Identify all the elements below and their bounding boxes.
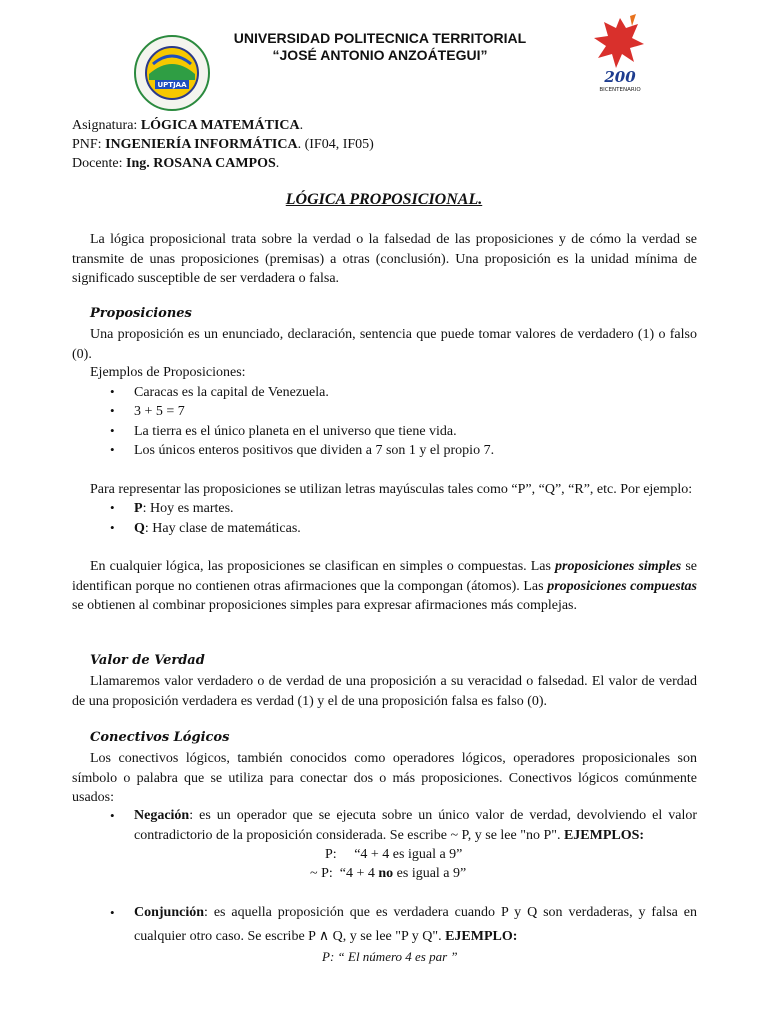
simple-term: proposiciones simples	[555, 559, 682, 574]
logo-left-text: UPTJAA	[157, 81, 187, 89]
letter-item-p: P: Hoy es martes.	[134, 501, 234, 516]
section-heading-proposiciones: Proposiciones	[90, 306, 192, 321]
bullet-icon: •	[110, 384, 115, 399]
teacher-label: Docente:	[72, 156, 123, 171]
bullet-icon: •	[110, 423, 115, 438]
subject-value: LÓGICA MATEMÁTICA	[140, 118, 300, 133]
conjuncion-line-2: cualquier otro caso. Se escribe P ∧ Q, y se lee "P y Q". EJEMPLO:	[134, 929, 518, 944]
bullet-icon: •	[110, 403, 115, 418]
proposition-definition: Una proposición es un enunciado, declaración, sentencia que puede tomar valores de verdadero (1) o falso (0).	[72, 327, 697, 362]
negacion-example-2: ~ P: “4 + 4 no es igual a 9”	[310, 866, 467, 881]
university-name: UNIVERSIDAD POLITECNICA TERRITORIAL	[233, 30, 527, 46]
section-heading-conectivos: Conectivos Lógicos	[90, 730, 230, 745]
university-honoree: “JOSÉ ANTONIO ANZOÁTEGUI”	[272, 47, 488, 63]
conjuncion-term: Conjunción	[134, 905, 205, 920]
teacher-value: Ing. ROSANA CAMPOS	[126, 156, 276, 171]
negacion-term: Negación	[134, 808, 190, 823]
negacion-example-1: P: “4 + 4 es igual a 9”	[325, 847, 463, 862]
letter-p: P	[134, 501, 143, 516]
conectivos-paragraph: Los conectivos lógicos, también conocidos como operadores lógicos, operadores proposicionales son símbolo o palabra que se utiliza para conectar dos o más proposiciones. Conectivos lógicos comúnmente usados:	[72, 751, 697, 805]
compound-term: proposiciones compuestas	[547, 578, 697, 594]
teacher-line: Docente: Ing. ROSANA CAMPOS.	[72, 156, 280, 171]
subject-line: Asignatura: LÓGICA MATEMÁTICA.	[72, 118, 304, 133]
section-heading-valor: Valor de Verdad	[90, 653, 205, 668]
pnf-value: INGENIERÍA INFORMÁTICA	[105, 137, 298, 152]
subject-label: Asignatura:	[72, 118, 138, 133]
bicentenario-logo	[586, 14, 654, 94]
conjuncion-line-1: Conjunción: es aquella proposición que es verdadera cuando P y Q son verdaderas, y falsa en	[134, 905, 697, 920]
bullet-icon: •	[110, 520, 115, 535]
list-item: 3 + 5 = 7	[134, 404, 185, 419]
bullet-icon: •	[110, 905, 115, 920]
bullet-icon: •	[110, 808, 115, 823]
classification-paragraph: En cualquier lógica, las proposiciones se clasifican en simples o compuestas. Las proposiciones simples se identifican porque no contienen otras afirmaciones que la compongan (átomos). Las proposiciones compuestas se obtienen al combinar proposiciones simples para expresar afirmaciones más complejas.	[72, 559, 698, 613]
valor-paragraph: Llamaremos valor verdadero o de verdad de una proposición a su veracidad o falsedad. El valor de verdad de una proposición verdadera es verdad (1) y el de una proposición falsa es falso (0).	[72, 674, 697, 709]
pnf-codes: . (IF04, IF05)	[297, 137, 374, 152]
pnf-label: PNF:	[72, 137, 102, 152]
bullet-icon: •	[110, 442, 115, 457]
conjuncion-example-label: EJEMPLO:	[445, 929, 518, 944]
negacion-examples-label: EJEMPLOS:	[563, 827, 645, 843]
pnf-line	[72, 135, 374, 154]
negacion-paragraph: Negación: es un operador que se ejecuta sobre un único valor de verdad, devolviendo el valor contradictorio de la proposición considerada. Se escribe ~ P, y se lee "no P". EJEMPLOS:	[134, 808, 697, 843]
list-item: Caracas es la capital de Venezuela.	[134, 385, 329, 400]
intro-paragraph: La lógica proposicional trata sobre la verdad o la falsedad de las proposiciones y de cómo la verdad se transmite de unas proposiciones (premisas) a otras (conclusión). Una proposición es la unidad mínima de significado susceptible de ser verdadera o falsa.	[72, 232, 697, 286]
examples-label: Ejemplos de Proposiciones:	[90, 365, 246, 380]
logo-right-number: 200	[604, 68, 636, 86]
list-item: La tierra es el único planeta en el universo que tiene vida.	[134, 424, 457, 439]
list-item: Los únicos enteros positivos que dividen a 7 son 1 y el propio 7.	[134, 443, 495, 458]
conjuncion-example-1: P: “ El número 4 es par ”	[322, 949, 458, 964]
logo-right-text: BICENTENARIO	[599, 87, 641, 93]
letter-item-q: Q: Hay clase de matemáticas.	[134, 521, 301, 536]
page-title: LÓGICA PROPOSICIONAL.	[285, 191, 483, 208]
letters-paragraph: Para representar las proposiciones se utilizan letras mayúsculas tales como “P”, “Q”, “R”, etc. Por ejemplo:	[90, 482, 693, 497]
bullet-icon: •	[110, 500, 115, 515]
letter-q: Q	[134, 521, 145, 536]
